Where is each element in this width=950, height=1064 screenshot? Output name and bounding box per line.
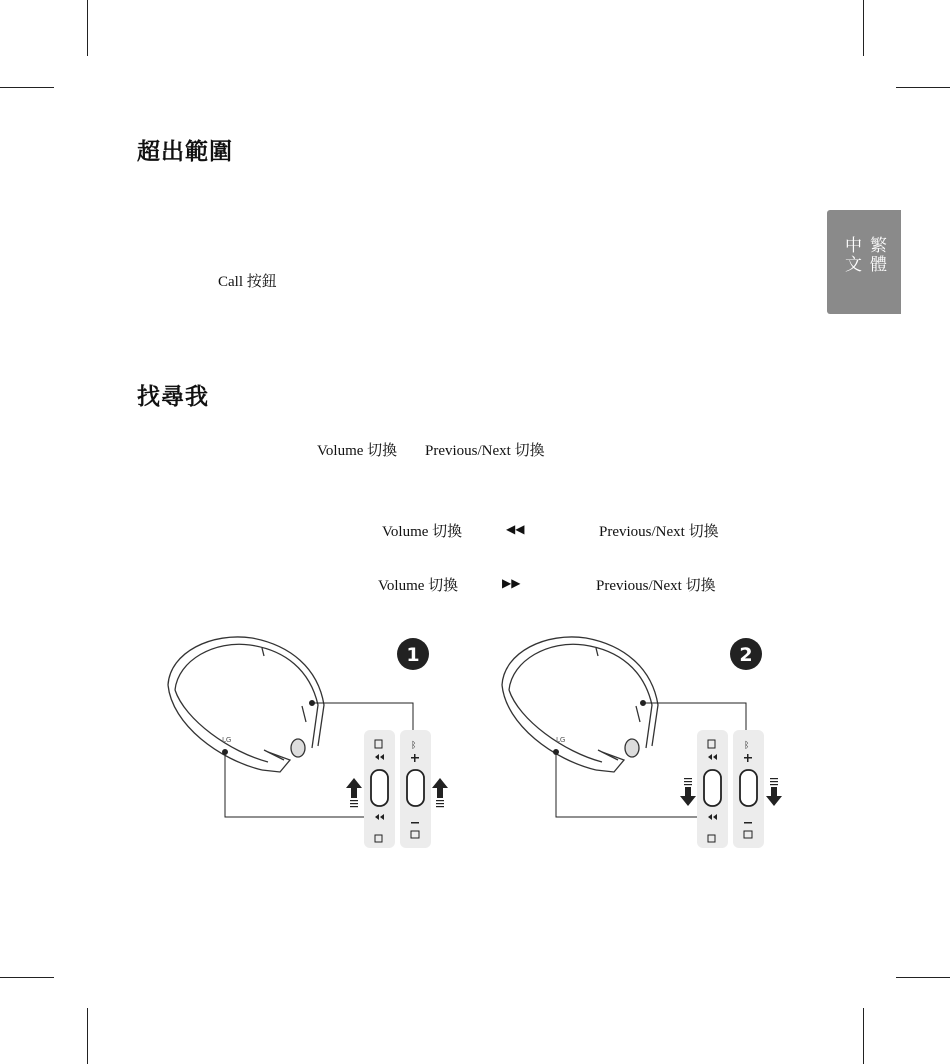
up-arrow-icon [346,778,362,807]
row2-prev-next-label: Previous/Next 切換 [596,578,716,594]
volume-mode-label: Volume 切換 [317,443,398,459]
down-arrow-icon [680,778,696,806]
up-arrow-icon [432,778,448,807]
brand-mark: LG [556,736,566,744]
brand-mark: LG [222,736,232,744]
prev-next-button[interactable] [371,770,388,806]
rewind-icon: ◀◀ [506,522,525,536]
row2-volume-label: Volume 切換 [378,578,459,594]
language-tab-label: 繁體中文 [841,236,886,274]
fast-forward-icon: ▶▶ [502,576,521,590]
svg-text:ᛒ: ᛒ [744,741,750,751]
prev-next-button[interactable] [704,770,721,806]
prev-next-mode-label: Previous/Next 切換 [425,443,545,459]
call-button-label: Call 按鈕 [218,274,277,290]
section-heading-find-me: 找尋我 [137,384,209,410]
row1-prev-next-label: Previous/Next 切換 [599,524,719,540]
figure-1 [168,637,448,848]
svg-text:ᛒ: ᛒ [411,741,417,751]
row1-volume-label: Volume 切換 [382,524,463,540]
volume-button[interactable] [407,770,424,806]
badge-2-label: 2 [739,644,753,666]
down-arrow-icon [766,778,782,806]
section-heading-out-of-range: 超出範圍 [137,139,233,165]
badge-1-label: 1 [406,644,420,666]
neckband-headset-icon [502,637,658,772]
figure-2 [502,637,782,848]
neckband-headset-icon [168,637,324,772]
volume-button[interactable] [740,770,757,806]
